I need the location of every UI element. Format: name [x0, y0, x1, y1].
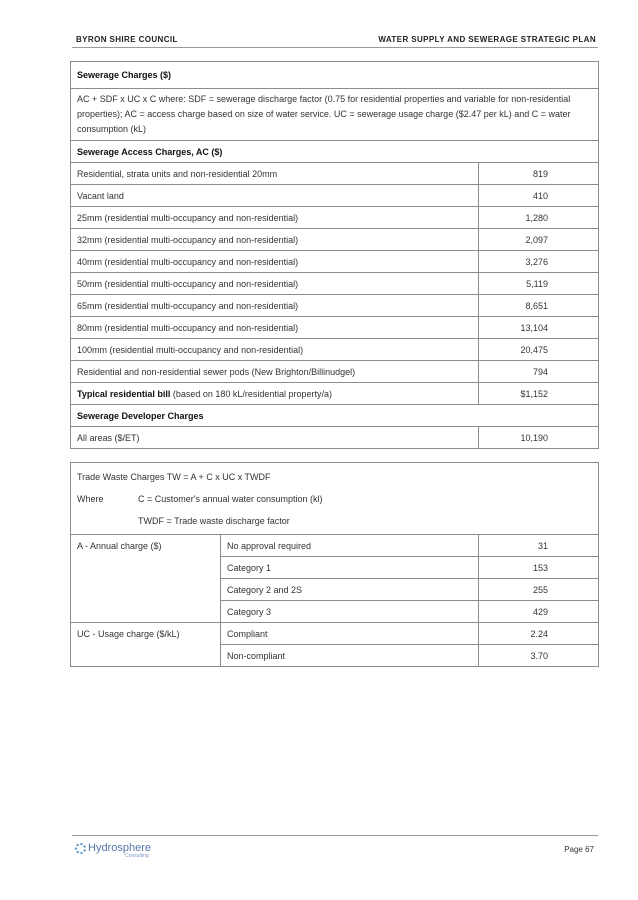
sewerage-charges-title: Sewerage Charges ($) — [71, 62, 599, 89]
page-number: Page 67 — [564, 845, 594, 854]
logo-subtitle: Consulting — [125, 853, 149, 859]
table-row — [71, 383, 599, 405]
usage-charge-category: Non-compliant — [221, 645, 479, 667]
access-charge-label: Residential, strata units and non-residential 20mm — [71, 163, 479, 185]
logo-ring-icon — [75, 843, 86, 854]
annual-charge-value: 153 — [479, 557, 599, 579]
access-charge-value: 794 — [479, 361, 599, 383]
annual-charge-category: Category 3 — [221, 601, 479, 623]
typical-bill-label-bold: Typical residential bill — [77, 388, 171, 399]
table-row — [71, 361, 599, 383]
trade-waste-where-c — [77, 488, 592, 510]
typical-bill-value: $1,152 — [479, 383, 599, 405]
trade-waste-formula: Trade Waste Charges TW = A + C x UC x TWDF — [77, 471, 271, 482]
annual-charge-category: Category 1 — [221, 557, 479, 579]
where-c-text: C = Customer's annual water consumption (kl) — [138, 493, 323, 504]
table-row — [71, 141, 599, 163]
trade-waste-formula-block — [71, 463, 599, 535]
trade-waste-charges-table — [70, 462, 599, 667]
logo-name: Hydrosphere — [88, 842, 151, 854]
access-charge-value: 20,475 — [479, 339, 599, 361]
table-row — [71, 623, 599, 645]
header-document-title: WATER SUPPLY AND SEWERAGE STRATEGIC PLAN — [378, 35, 596, 44]
annual-charge-category: No approval required — [221, 535, 479, 557]
access-charge-label: 50mm (residential multi-occupancy and non-residential) — [71, 273, 479, 295]
sewerage-developer-charges-title: Sewerage Developer Charges — [71, 405, 599, 427]
where-label: Where — [77, 493, 104, 504]
typical-bill-label — [71, 383, 479, 405]
page-header — [72, 35, 598, 47]
annual-charge-category: Category 2 and 2S — [221, 579, 479, 601]
table-row — [71, 207, 599, 229]
developer-charge-value: 10,190 — [479, 427, 599, 449]
access-charge-label: 40mm (residential multi-occupancy and non-residential) — [71, 251, 479, 273]
access-charge-value: 410 — [479, 185, 599, 207]
table-row — [71, 427, 599, 449]
access-charge-value: 1,280 — [479, 207, 599, 229]
sewerage-charges-table — [70, 61, 599, 449]
footer-divider — [72, 835, 598, 836]
header-divider — [72, 47, 598, 48]
usage-charge-value: 3.70 — [479, 645, 599, 667]
where-twdf-text: TWDF = Trade waste discharge factor — [138, 515, 290, 526]
table-row — [71, 229, 599, 251]
annual-charge-value: 31 — [479, 535, 599, 557]
sewerage-access-charges-title: Sewerage Access Charges, AC ($) — [71, 141, 599, 163]
annual-charge-value: 255 — [479, 579, 599, 601]
usage-charge-value: 2.24 — [479, 623, 599, 645]
access-charge-label: 32mm (residential multi-occupancy and non-residential) — [71, 229, 479, 251]
developer-charge-label: All areas ($/ET) — [71, 427, 479, 449]
table-row — [71, 185, 599, 207]
table-row — [71, 163, 599, 185]
sewerage-formula-text: AC + SDF x UC x C where: SDF = sewerage discharge factor (0.75 for residential properties and variable for non-residential properties); AC = access charge based on size of water service. UC = sewerage usage charge ($2.47 per kL) and C = water consumption (kL) — [71, 89, 599, 141]
access-charge-value: 5,119 — [479, 273, 599, 295]
access-charge-value: 819 — [479, 163, 599, 185]
usage-charge-category: Compliant — [221, 623, 479, 645]
table-row — [71, 405, 599, 427]
table-row — [71, 62, 599, 89]
access-charge-value: 13,104 — [479, 317, 599, 339]
trade-waste-where-twdf — [77, 510, 592, 532]
table-row — [71, 273, 599, 295]
access-charge-label: 65mm (residential multi-occupancy and non-residential) — [71, 295, 479, 317]
access-charge-label: Vacant land — [71, 185, 479, 207]
access-charge-label: 25mm (residential multi-occupancy and non-residential) — [71, 207, 479, 229]
table-row — [71, 295, 599, 317]
access-charge-value: 8,651 — [479, 295, 599, 317]
typical-bill-label-rest: (based on 180 kL/residential property/a) — [170, 388, 332, 399]
table-row — [71, 89, 599, 141]
table-row — [71, 317, 599, 339]
annual-charge-label: A - Annual charge ($) — [71, 535, 221, 623]
annual-charge-value: 429 — [479, 601, 599, 623]
access-charge-label: 80mm (residential multi-occupancy and non-residential) — [71, 317, 479, 339]
access-charge-value: 2,097 — [479, 229, 599, 251]
usage-charge-label: UC - Usage charge ($/kL) — [71, 623, 221, 667]
table-row — [71, 463, 599, 535]
header-council-name: BYRON SHIRE COUNCIL — [76, 35, 178, 44]
access-charge-label: 100mm (residential multi-occupancy and non-residential) — [71, 339, 479, 361]
table-row — [71, 535, 599, 557]
table-row — [71, 251, 599, 273]
access-charge-label: Residential and non-residential sewer pods (New Brighton/Billinudgel) — [71, 361, 479, 383]
table-row — [71, 339, 599, 361]
access-charge-value: 3,276 — [479, 251, 599, 273]
